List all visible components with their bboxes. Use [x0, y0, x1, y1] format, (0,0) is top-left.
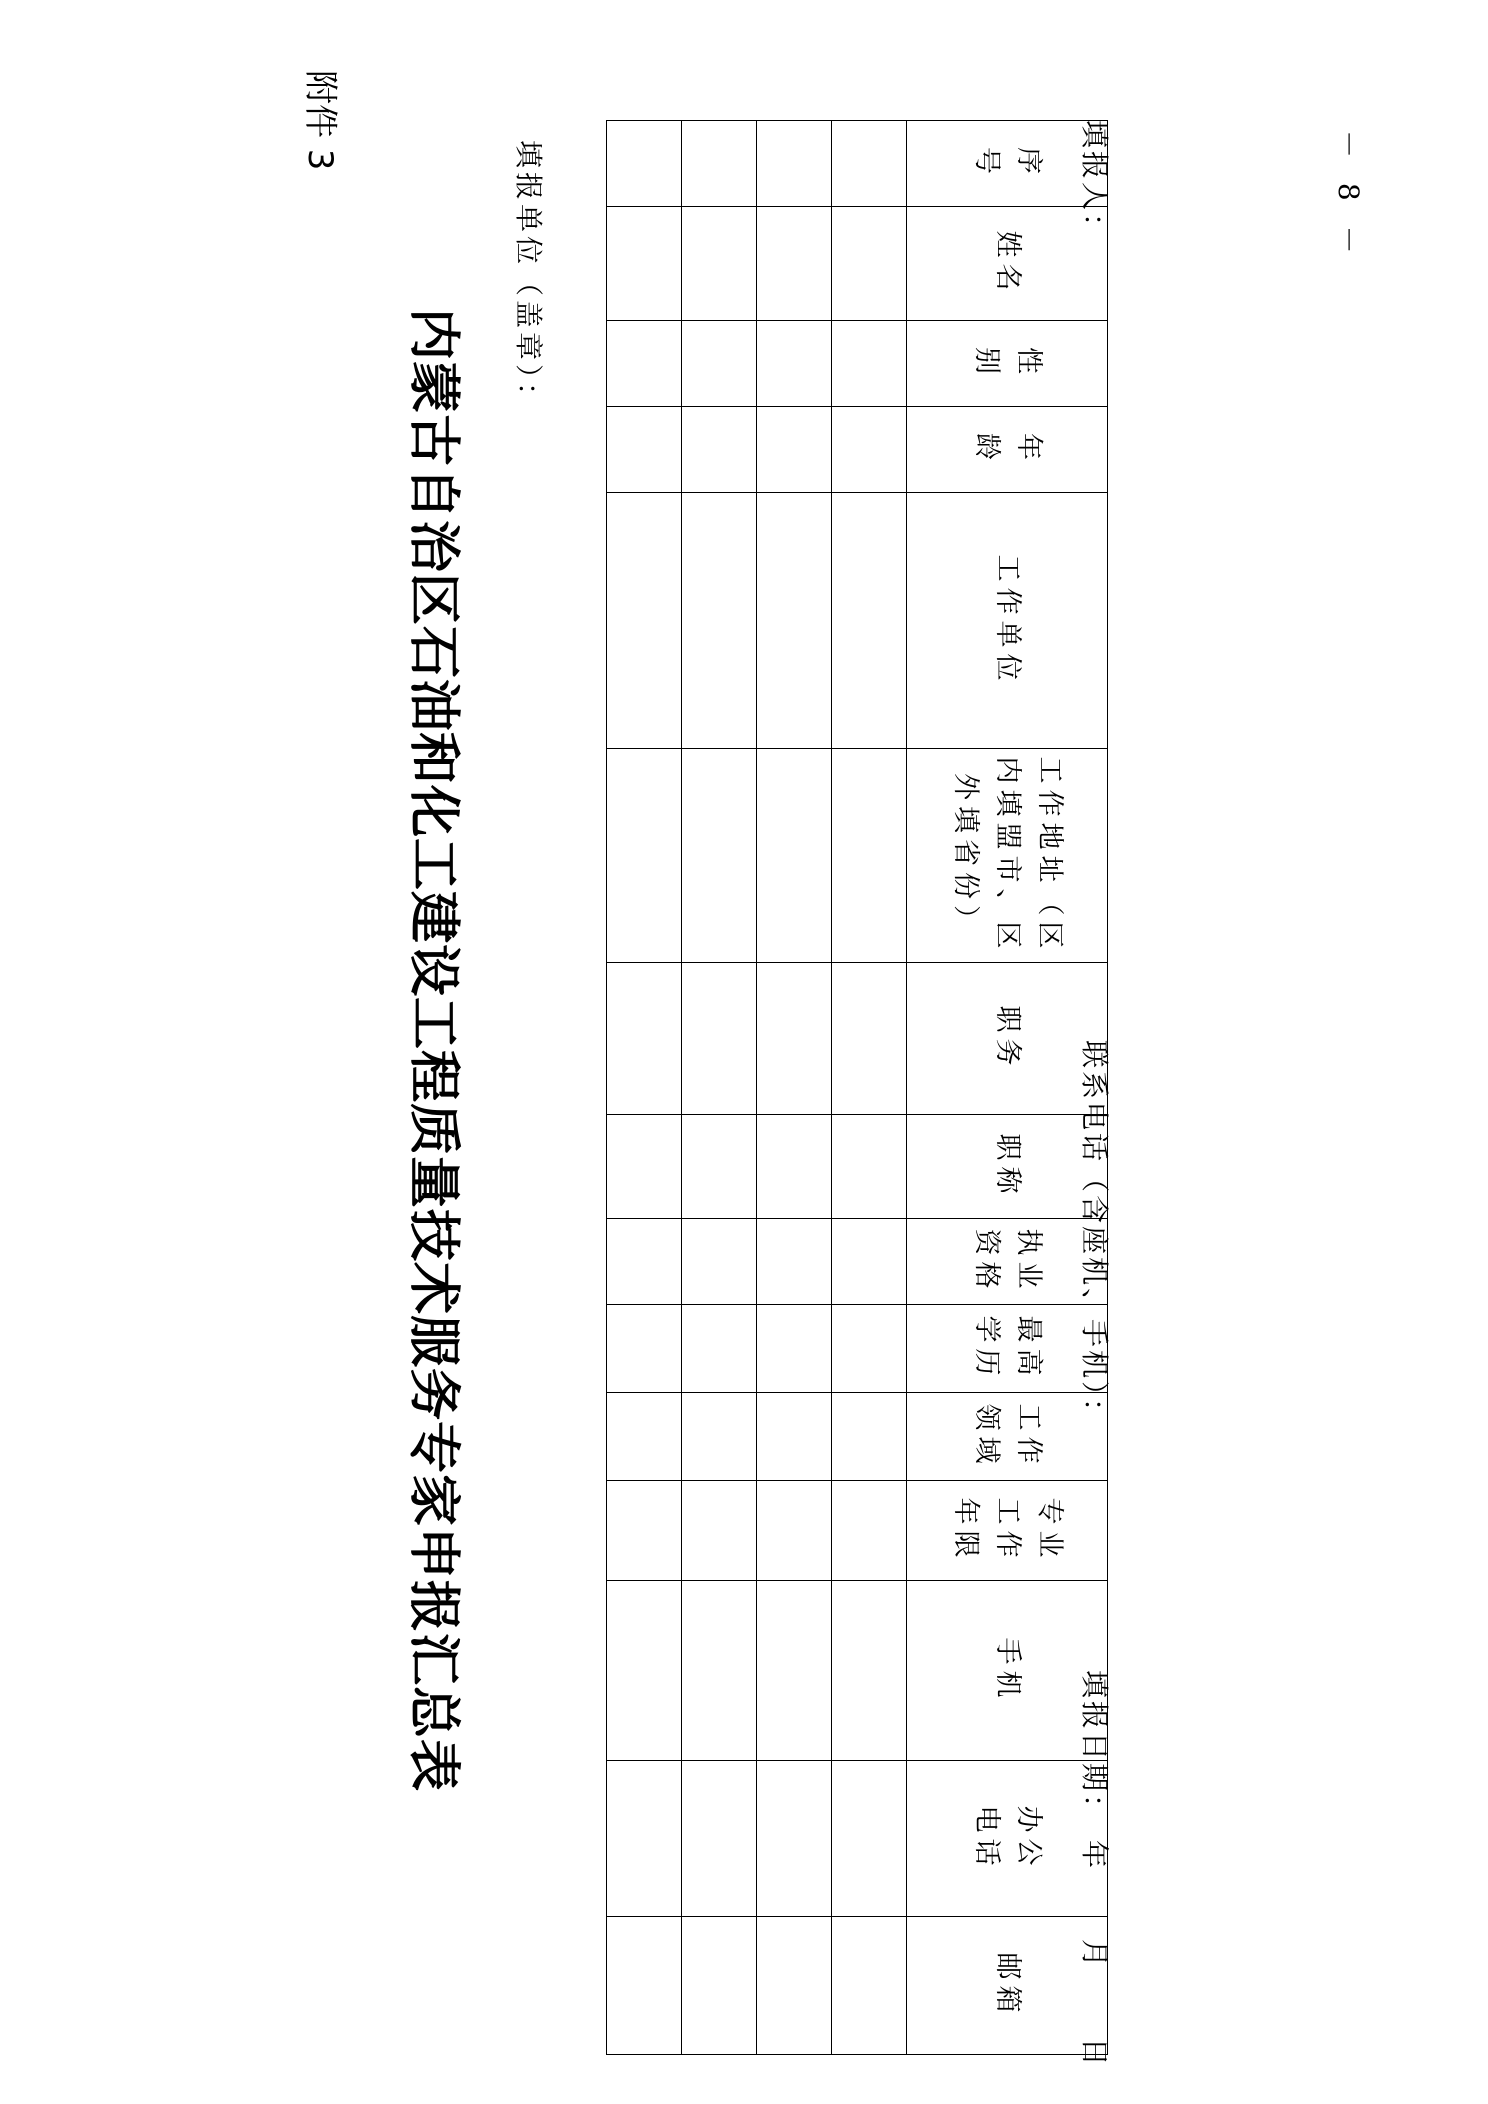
table-cell[interactable] — [607, 749, 682, 963]
table-cell[interactable] — [757, 1761, 832, 1917]
table-cell[interactable] — [607, 493, 682, 749]
table-cell[interactable] — [832, 963, 907, 1115]
page-title: 内蒙古自治区石油和化工建设工程质量技术服务专家申报汇总表 — [403, 307, 464, 1792]
table-cell[interactable] — [682, 1393, 757, 1481]
table-header-text: 手机 — [991, 1637, 1023, 1704]
table-cell[interactable] — [832, 1581, 907, 1761]
table-cell[interactable] — [607, 1219, 682, 1305]
summary-table — [606, 120, 1108, 2055]
table-cell[interactable] — [682, 1917, 757, 2055]
table-cell[interactable] — [682, 121, 757, 207]
table-row — [757, 121, 832, 2055]
table-header-text: 年 龄 — [971, 433, 1044, 466]
table-cell[interactable] — [682, 749, 757, 963]
table-header-text: 性 别 — [971, 347, 1044, 380]
table-cell[interactable] — [607, 1761, 682, 1917]
table-header-cell — [907, 493, 1108, 749]
table-cell[interactable] — [757, 1219, 832, 1305]
table-header-cell — [907, 749, 1108, 963]
filler-label: 填报人： — [1078, 120, 1111, 245]
table-cell[interactable] — [757, 1305, 832, 1393]
table-cell[interactable] — [682, 321, 757, 407]
table-header-cell — [907, 1481, 1108, 1581]
table-cell[interactable] — [607, 1581, 682, 1761]
contact-phone-label: 联系电话（含座机、手机）： — [1078, 1040, 1111, 1430]
table-cell[interactable] — [832, 1481, 907, 1581]
table-cell[interactable] — [832, 1115, 907, 1219]
table-cell[interactable] — [757, 493, 832, 749]
table-cell[interactable] — [832, 1761, 907, 1917]
table-cell[interactable] — [832, 407, 907, 493]
table-cell[interactable] — [682, 1115, 757, 1219]
table-cell[interactable] — [607, 321, 682, 407]
table-cell[interactable] — [832, 493, 907, 749]
table-cell[interactable] — [757, 1581, 832, 1761]
table-cell[interactable] — [682, 1219, 757, 1305]
table-cell[interactable] — [757, 407, 832, 493]
table-cell[interactable] — [757, 749, 832, 963]
table-row — [607, 121, 682, 2055]
table-cell[interactable] — [832, 1917, 907, 2055]
table-cell[interactable] — [757, 963, 832, 1115]
table-cell[interactable] — [682, 963, 757, 1115]
table-cell[interactable] — [757, 207, 832, 321]
table-header-text: 姓名 — [991, 230, 1023, 297]
table-cell[interactable] — [607, 1917, 682, 2055]
fill-date-label: 填报日期： — [1078, 1670, 1111, 1826]
table-cell[interactable] — [607, 1481, 682, 1581]
table-header-text: 序 号 — [971, 147, 1044, 180]
table-cell[interactable] — [607, 1393, 682, 1481]
table-cell[interactable] — [757, 121, 832, 207]
table-cell[interactable] — [682, 1481, 757, 1581]
table-cell[interactable] — [832, 1219, 907, 1305]
table-cell[interactable] — [757, 1115, 832, 1219]
table-cell[interactable] — [832, 121, 907, 207]
table-cell[interactable] — [607, 207, 682, 321]
table-header-text: 工作地址（区 内填盟市、区 外填省份） — [950, 756, 1065, 955]
table-cell[interactable] — [607, 963, 682, 1115]
table-cell[interactable] — [832, 321, 907, 407]
table-cell[interactable] — [607, 121, 682, 207]
table-row — [682, 121, 757, 2055]
table-cell[interactable] — [757, 1917, 832, 2055]
table-cell[interactable] — [682, 1761, 757, 1917]
table-cell[interactable] — [682, 1581, 757, 1761]
table-header-text: 专业 工作 年限 — [950, 1497, 1065, 1564]
table-cell[interactable] — [607, 1115, 682, 1219]
table-cell[interactable] — [682, 1305, 757, 1393]
table-cell[interactable] — [757, 1393, 832, 1481]
table-cell[interactable] — [757, 321, 832, 407]
table-header-text: 工作单位 — [991, 554, 1023, 687]
table-cell[interactable] — [757, 1481, 832, 1581]
table-cell[interactable] — [607, 1305, 682, 1393]
table-header-text: 执业 资格 — [971, 1228, 1044, 1295]
table-cell[interactable] — [832, 1393, 907, 1481]
table-cell[interactable] — [832, 207, 907, 321]
table-header-text: 办公 电话 — [971, 1805, 1044, 1872]
table-row — [832, 121, 907, 2055]
table-header-cell — [907, 407, 1108, 493]
fill-date-value: 年 月 日 — [1078, 1840, 1111, 2066]
table-header-cell — [907, 321, 1108, 407]
page-number: － 8 － — [1332, 130, 1365, 262]
table-cell[interactable] — [682, 407, 757, 493]
table-header-text: 最高 学历 — [971, 1315, 1044, 1382]
table-cell[interactable] — [832, 749, 907, 963]
table-cell[interactable] — [832, 1305, 907, 1393]
table-header-text: 职务 — [991, 1005, 1023, 1072]
fill-unit-label: 填报单位（盖章）： — [512, 140, 545, 415]
table-cell[interactable] — [682, 207, 757, 321]
table-cell[interactable] — [682, 493, 757, 749]
attachment-label: 附件 3 — [300, 70, 340, 171]
table-header-text: 职称 — [991, 1133, 1023, 1200]
table-cell[interactable] — [607, 407, 682, 493]
table-header-text: 工作 领域 — [971, 1403, 1044, 1470]
table-header-text: 邮箱 — [991, 1952, 1023, 2019]
